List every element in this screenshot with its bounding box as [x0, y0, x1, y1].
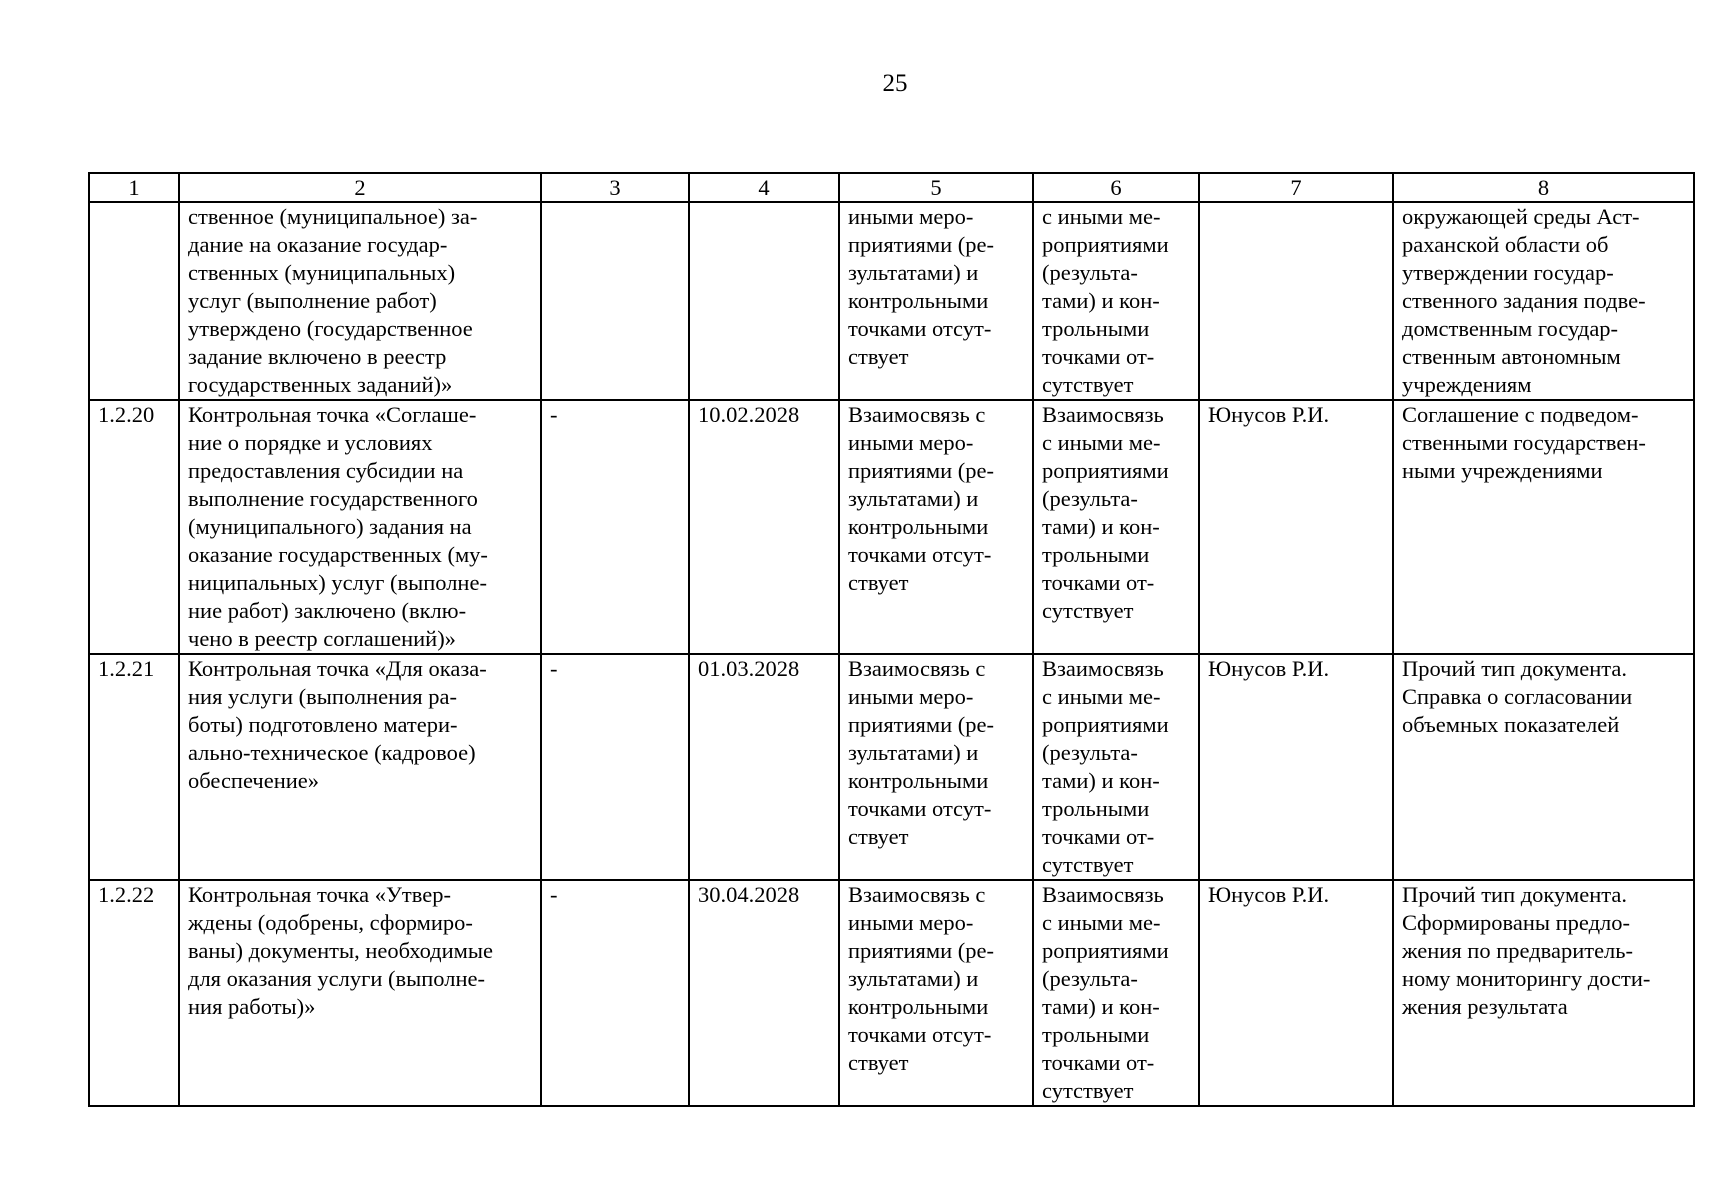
- header-col-1: 1: [89, 173, 179, 202]
- control-points-table: [88, 172, 1695, 1107]
- responsible-person: [1199, 202, 1393, 400]
- page-number: 25: [882, 70, 908, 97]
- due-date: 10.02.2028: [689, 400, 839, 654]
- due-date: 30.04.2028: [689, 880, 839, 1106]
- document-type: Прочий тип документа. Справка о согласовании объемных показателей: [1393, 654, 1694, 880]
- control-point-name: Контрольная точка «Соглаше- ние о порядке и условиях предоставления субсидии на выполнение государственного (муниципального) задания на оказание государственных (му- ниципальных) услуг (выполне- ние работ) заключено (вклю- чено в реестр соглашений)»: [179, 400, 541, 654]
- table-row: [89, 880, 1694, 1106]
- header-col-6: 6: [1033, 173, 1199, 202]
- document-type: Прочий тип документа. Сформированы предло- жения по предваритель- ному мониторингу дости- жения результата: [1393, 880, 1694, 1106]
- table-row: [89, 400, 1694, 654]
- relation-events: иными меро- приятиями (ре- зультатами) и контрольными точками отсут- ствует: [839, 202, 1033, 400]
- col-3-value: -: [541, 654, 689, 880]
- relation-events: Взаимосвязь с иными меро- приятиями (ре- зультатами) и контрольными точками отсут- ствует: [839, 400, 1033, 654]
- table-row: [89, 202, 1694, 400]
- row-number: 1.2.20: [89, 400, 179, 654]
- responsible-person: Юнусов Р.И.: [1199, 654, 1393, 880]
- relation-events: Взаимосвязь с иными меро- приятиями (ре- зультатами) и контрольными точками отсут- ствует: [839, 880, 1033, 1106]
- due-date: [689, 202, 839, 400]
- header-col-4: 4: [689, 173, 839, 202]
- col-3-value: -: [541, 400, 689, 654]
- relation-events-alt: Взаимосвязь с иными ме- роприятиями (результа- тами) и кон- трольными точками от- сутствует: [1033, 880, 1199, 1106]
- col-3-value: -: [541, 880, 689, 1106]
- control-point-name: Контрольная точка «Утвер- ждены (одобрены, сформиро- ваны) документы, необходимые для оказания услуги (выполне- ния работы)»: [179, 880, 541, 1106]
- control-point-name: ственное (муниципальное) за- дание на оказание государ- ственных (муниципальных) услуг (выполнение работ) утверждено (государственное задание включено в реестр государственных заданий)»: [179, 202, 541, 400]
- col-3-value: [541, 202, 689, 400]
- header-col-8: 8: [1393, 173, 1694, 202]
- header-col-3: 3: [541, 173, 689, 202]
- header-col-5: 5: [839, 173, 1033, 202]
- document-type: Соглашение с подведом- ственными государствен- ными учреждениями: [1393, 400, 1694, 654]
- relation-events: Взаимосвязь с иными меро- приятиями (ре- зультатами) и контрольными точками отсут- ствует: [839, 654, 1033, 880]
- responsible-person: Юнусов Р.И.: [1199, 400, 1393, 654]
- row-number: 1.2.22: [89, 880, 179, 1106]
- row-number: [89, 202, 179, 400]
- document-type: окружающей среды Аст- раханской области об утверждении государ- ственного задания подве- домственным государ- ственным автономным учреждениям: [1393, 202, 1694, 400]
- header-row: [89, 173, 1694, 202]
- relation-events-alt: с иными ме- роприятиями (результа- тами) и кон- трольными точками от- сутствует: [1033, 202, 1199, 400]
- control-point-name: Контрольная точка «Для оказа- ния услуги (выполнения ра- боты) подготовлено матери- ально-техническое (кадровое) обеспечение»: [179, 654, 541, 880]
- due-date: 01.03.2028: [689, 654, 839, 880]
- responsible-person: Юнусов Р.И.: [1199, 880, 1393, 1106]
- header-col-7: 7: [1199, 173, 1393, 202]
- row-number: 1.2.21: [89, 654, 179, 880]
- header-col-2: 2: [179, 173, 541, 202]
- relation-events-alt: Взаимосвязь с иными ме- роприятиями (результа- тами) и кон- трольными точками от- сутствует: [1033, 654, 1199, 880]
- table-row: [89, 654, 1694, 880]
- relation-events-alt: Взаимосвязь с иными ме- роприятиями (результа- тами) и кон- трольными точками от- сутствует: [1033, 400, 1199, 654]
